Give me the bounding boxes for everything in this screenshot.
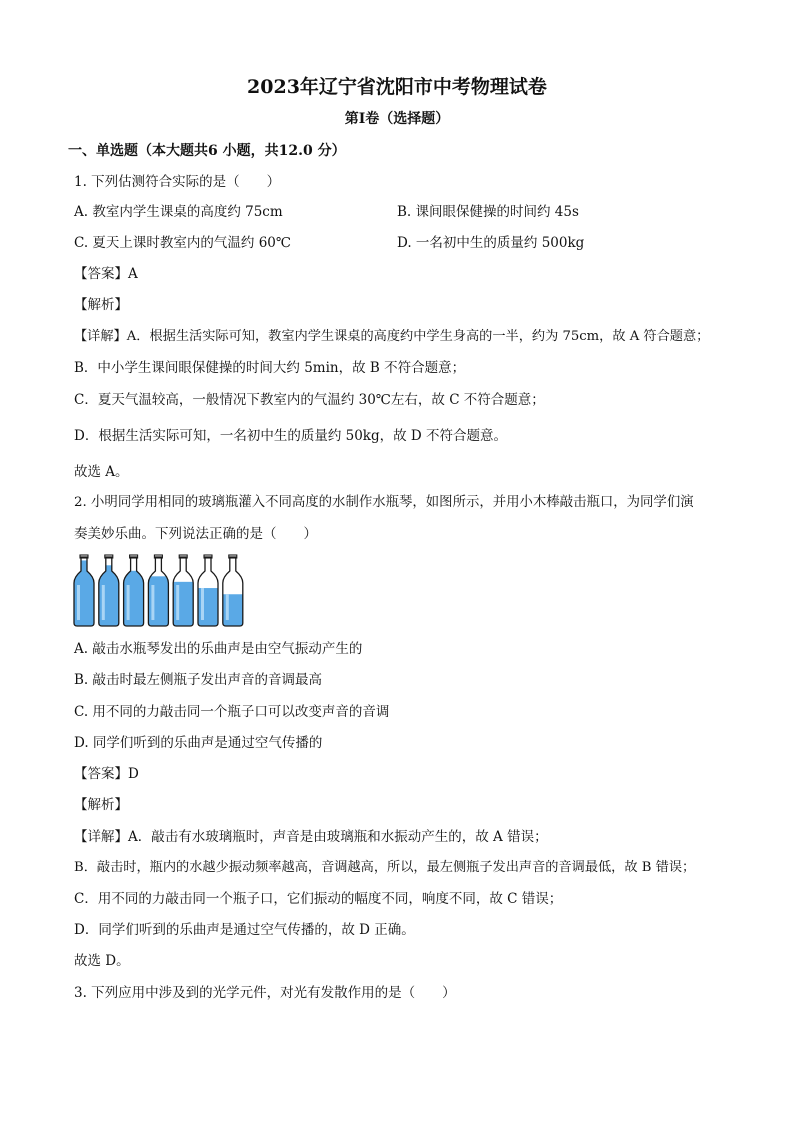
bottle [223, 555, 243, 626]
q1-line-d: D．根据生活实际可知，一名初中生的质量约 50kg，故 D 不符合题意。 [74, 428, 508, 444]
water-bottles-figure [72, 553, 248, 629]
q1-detail: 【详解】A．根据生活实际可知，教室内学生课桌的高度约中学生身高的一半，约为 75cm，故 A 符合题意； [74, 329, 710, 344]
bottle [74, 555, 94, 626]
section-heading: 一、单选题（本大题共6 小题，共12.0 分） [68, 143, 346, 159]
q1-analysis-label: 【解析】 [74, 297, 128, 313]
q2-option-d: D. 同学们听到的乐曲声是通过空气传播的 [74, 735, 323, 751]
bottle-water [148, 576, 168, 626]
bottle [99, 555, 119, 626]
q1-answer: 【答案】A [74, 266, 138, 282]
q2-option-b: B. 敲击时最左侧瓶子发出声音的音调最高 [74, 672, 323, 688]
bottle [198, 555, 218, 626]
bottle [148, 555, 168, 626]
bottle [173, 555, 193, 626]
q1-conclusion: 故选 A。 [74, 464, 129, 480]
q1-option-c: C. 夏天上课时教室内的气温约 60℃ [74, 235, 292, 251]
page-subtitle: 第I卷（选择题） [344, 111, 450, 127]
q2-line-d: D．同学们听到的乐曲声是通过空气传播的，故 D 正确。 [74, 922, 415, 938]
q2-line-b: B．敲击时，瓶内的水越少振动频率越高，音调越高，所以，最左侧瓶子发出声音的音调最低，故 B 错误； [74, 860, 696, 875]
q2-stem-line2: 奏美妙乐曲。下列说法正确的是（ ） [74, 526, 317, 542]
q3-stem: 3. 下列应用中涉及到的光学元件，对光有发散作用的是（ ） [74, 985, 456, 1001]
q2-stem-line1: 2. 小明同学用相同的玻璃瓶灌入不同高度的水制作水瓶琴，如图所示，并用小木棒敲击瓶口，为同学们演 [74, 495, 694, 510]
bottle [124, 555, 144, 626]
q2-option-a: A. 敲击水瓶琴发出的乐曲声是由空气振动产生的 [74, 641, 363, 657]
q2-conclusion: 故选 D。 [74, 953, 130, 969]
q1-option-d: D. 一名初中生的质量约 500kg [397, 235, 585, 251]
q1-option-a: A. 教室内学生课桌的高度约 75cm [74, 204, 283, 220]
q2-analysis-label: 【解析】 [74, 797, 128, 813]
page-title: 2023年辽宁省沈阳市中考物理试卷 [247, 76, 547, 98]
q1-line-b: B．中小学生课间眼保健操的时间大约 5min，故 B 不符合题意； [74, 360, 466, 376]
q1-stem: 1. 下列估测符合实际的是（ ） [74, 174, 281, 190]
q1-line-c: C．夏天气温较高，一般情况下教室内的气温约 30℃左右，故 C 不符合题意； [74, 392, 545, 408]
q2-line-c: C．用不同的力敲击同一个瓶子口，它们振动的幅度不同，响度不同，故 C 错误； [74, 891, 563, 907]
q2-answer: 【答案】D [74, 766, 139, 782]
q1-option-b: B. 课间眼保健操的时间约 45s [397, 204, 579, 220]
q2-option-c: C. 用不同的力敲击同一个瓶子口可以改变声音的音调 [74, 704, 390, 720]
q2-detail: 【详解】A．敲击有水玻璃瓶时，声音是由玻璃瓶和水振动产生的，故 A 错误； [74, 829, 548, 845]
